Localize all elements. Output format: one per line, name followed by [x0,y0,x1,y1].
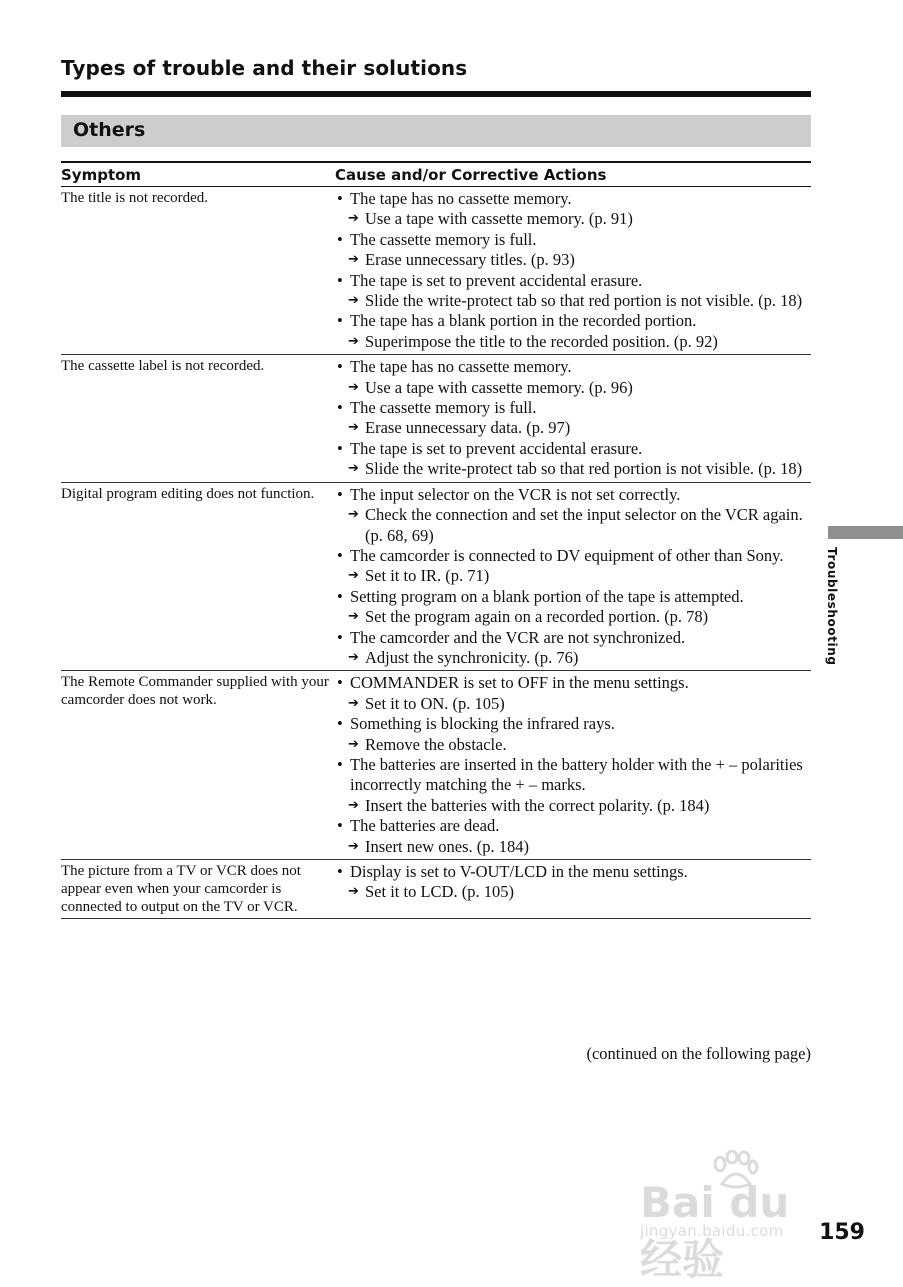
cause-text: The tape has a blank portion in the recorded portion. [350,311,697,331]
arrow-right-icon: ➔ [348,884,359,900]
cause-text: The camcorder and the VCR are not synchronized. [350,627,686,647]
cause-item [335,714,811,734]
arrow-right-icon: ➔ [348,609,359,625]
action-text: Set it to LCD. (p. 105) [365,882,514,902]
watermark [640,1150,845,1284]
arrow-right-icon: ➔ [348,649,359,665]
action-item [335,837,811,857]
continued-note: (continued on the following page) [586,1044,811,1063]
section-header [61,115,811,147]
action-text: Use a tape with cassette memory. (p. 91) [365,209,633,229]
cause-text: Display is set to V-OUT/LCD in the menu settings. [350,862,688,881]
page-number: 159 [819,1220,865,1245]
section-title: Others [73,119,146,141]
section-tab-marker [828,526,903,539]
cause-item [335,271,811,291]
action-item [335,250,811,270]
cause-text: The tape is set to prevent accidental erasure. [350,438,643,458]
cause-text: The cassette memory is full. [350,398,537,418]
arrow-right-icon: ➔ [348,379,359,395]
cause-text: The batteries are inserted in the battery holder with the + – polarities incorrectly matching the + – marks. [350,754,803,795]
action-item [335,291,811,311]
cause-item [335,311,811,331]
arrow-right-icon: ➔ [348,293,359,309]
cause-item [335,230,811,250]
cause-text: The tape has no cassette memory. [350,189,572,208]
arrow-right-icon: ➔ [348,736,359,752]
action-item [335,882,811,902]
table-body [61,187,811,919]
watermark-url: jingyan.baidu.com [640,1222,784,1240]
action-item [335,607,811,627]
cause-text: The batteries are dead. [350,816,500,836]
cause-item [335,628,811,648]
symptom-cell: The cassette label is not recorded. [61,355,335,482]
action-text: Insert the batteries with the correct polarity. (p. 184) [365,795,710,815]
solution-cell [335,860,811,919]
solution-cell [335,671,811,860]
symptom-cell: The picture from a TV or VCR does not appear even when your camcorder is connected to output on the TV or VCR. [61,860,335,919]
arrow-right-icon: ➔ [348,797,359,813]
cause-text: The tape is set to prevent accidental erasure. [350,270,643,290]
cause-text: COMMANDER is set to OFF in the menu settings. [350,673,689,693]
action-item [335,505,811,546]
action-text: Remove the obstacle. [365,734,507,754]
troubleshooting-table [61,161,811,919]
action-text: Check the connection and set the input selector on the VCR again. (p. 68, 69) [365,505,803,545]
cause-item [335,862,811,882]
arrow-right-icon: ➔ [348,461,359,477]
cause-item [335,485,811,505]
cause-item [335,439,811,459]
action-item [335,796,811,816]
bullet-icon: • [337,357,343,377]
arrow-right-icon: ➔ [348,507,359,523]
cause-text: Setting program on a blank portion of the tape is attempted. [350,586,744,606]
solution-cell [335,355,811,482]
action-item [335,459,811,479]
bullet-icon: • [337,816,343,836]
cause-text: The camcorder is connected to DV equipment of other than Sony. [350,545,784,565]
watermark-logo: Bai du 经验 [640,1178,790,1284]
arrow-right-icon: ➔ [348,695,359,711]
column-header-symptom: Symptom [61,162,335,187]
action-text: Adjust the synchronicity. (p. 76) [365,647,579,667]
cause-text: The input selector on the VCR is not set correctly. [350,484,681,504]
action-text: Use a tape with cassette memory. (p. 96) [365,377,633,397]
action-item [335,694,811,714]
symptom-cell: The Remote Commander supplied with your camcorder does not work. [61,671,335,860]
bullet-icon: • [337,270,343,290]
table-row [61,187,811,355]
arrow-right-icon: ➔ [348,252,359,268]
cause-text: Something is blocking the infrared rays. [350,714,615,734]
action-text: Slide the write-protect tab so that red portion is not visible. (p. 18) [365,459,803,479]
side-tab-label: Troubleshooting [825,547,839,666]
action-text: Erase unnecessary data. (p. 97) [365,418,571,438]
column-header-cause: Cause and/or Corrective Actions [335,162,811,187]
cause-item [335,673,811,693]
bullet-icon: • [337,311,343,331]
action-item [335,378,811,398]
page-title: Types of trouble and their solutions [61,56,468,80]
arrow-right-icon: ➔ [348,420,359,436]
bullet-icon: • [337,189,343,208]
bullet-icon: • [337,586,343,606]
bullet-icon: • [337,714,343,734]
table-row [61,355,811,482]
bullet-icon: • [337,754,343,774]
action-text: Set it to IR. (p. 71) [365,566,490,586]
cause-item [335,546,811,566]
bullet-icon: • [337,438,343,458]
title-rule [61,91,811,97]
arrow-right-icon: ➔ [348,333,359,349]
cause-item [335,755,811,796]
bullet-icon: • [337,484,343,504]
table-row [61,482,811,671]
arrow-right-icon: ➔ [348,211,359,227]
cause-text: The tape has no cassette memory. [350,357,572,377]
cause-item [335,189,811,209]
bullet-icon: • [337,673,343,693]
cause-item [335,398,811,418]
bullet-icon: • [337,398,343,418]
bullet-icon: • [337,627,343,647]
action-item [335,418,811,438]
symptom-cell: Digital program editing does not function. [61,482,335,671]
solution-cell [335,482,811,671]
cause-item [335,587,811,607]
action-text: Insert new ones. (p. 184) [365,836,530,856]
cause-item [335,816,811,836]
cause-text: The cassette memory is full. [350,229,537,249]
action-item [335,332,811,352]
table-header-row [61,162,811,187]
table-row [61,860,811,919]
table-row [61,671,811,860]
arrow-right-icon: ➔ [348,838,359,854]
bullet-icon: • [337,229,343,249]
action-item [335,566,811,586]
action-item [335,648,811,668]
solution-cell [335,187,811,355]
bullet-icon: • [337,862,343,881]
action-text: Slide the write-protect tab so that red portion is not visible. (p. 18) [365,291,803,311]
action-item [335,209,811,229]
bullet-icon: • [337,545,343,565]
arrow-right-icon: ➔ [348,568,359,584]
action-text: Superimpose the title to the recorded position. (p. 92) [365,331,718,351]
action-text: Erase unnecessary titles. (p. 93) [365,250,575,270]
symptom-cell: The title is not recorded. [61,187,335,355]
action-text: Set the program again on a recorded portion. (p. 78) [365,607,709,627]
action-text: Set it to ON. (p. 105) [365,693,505,713]
cause-item [335,357,811,377]
action-item [335,735,811,755]
